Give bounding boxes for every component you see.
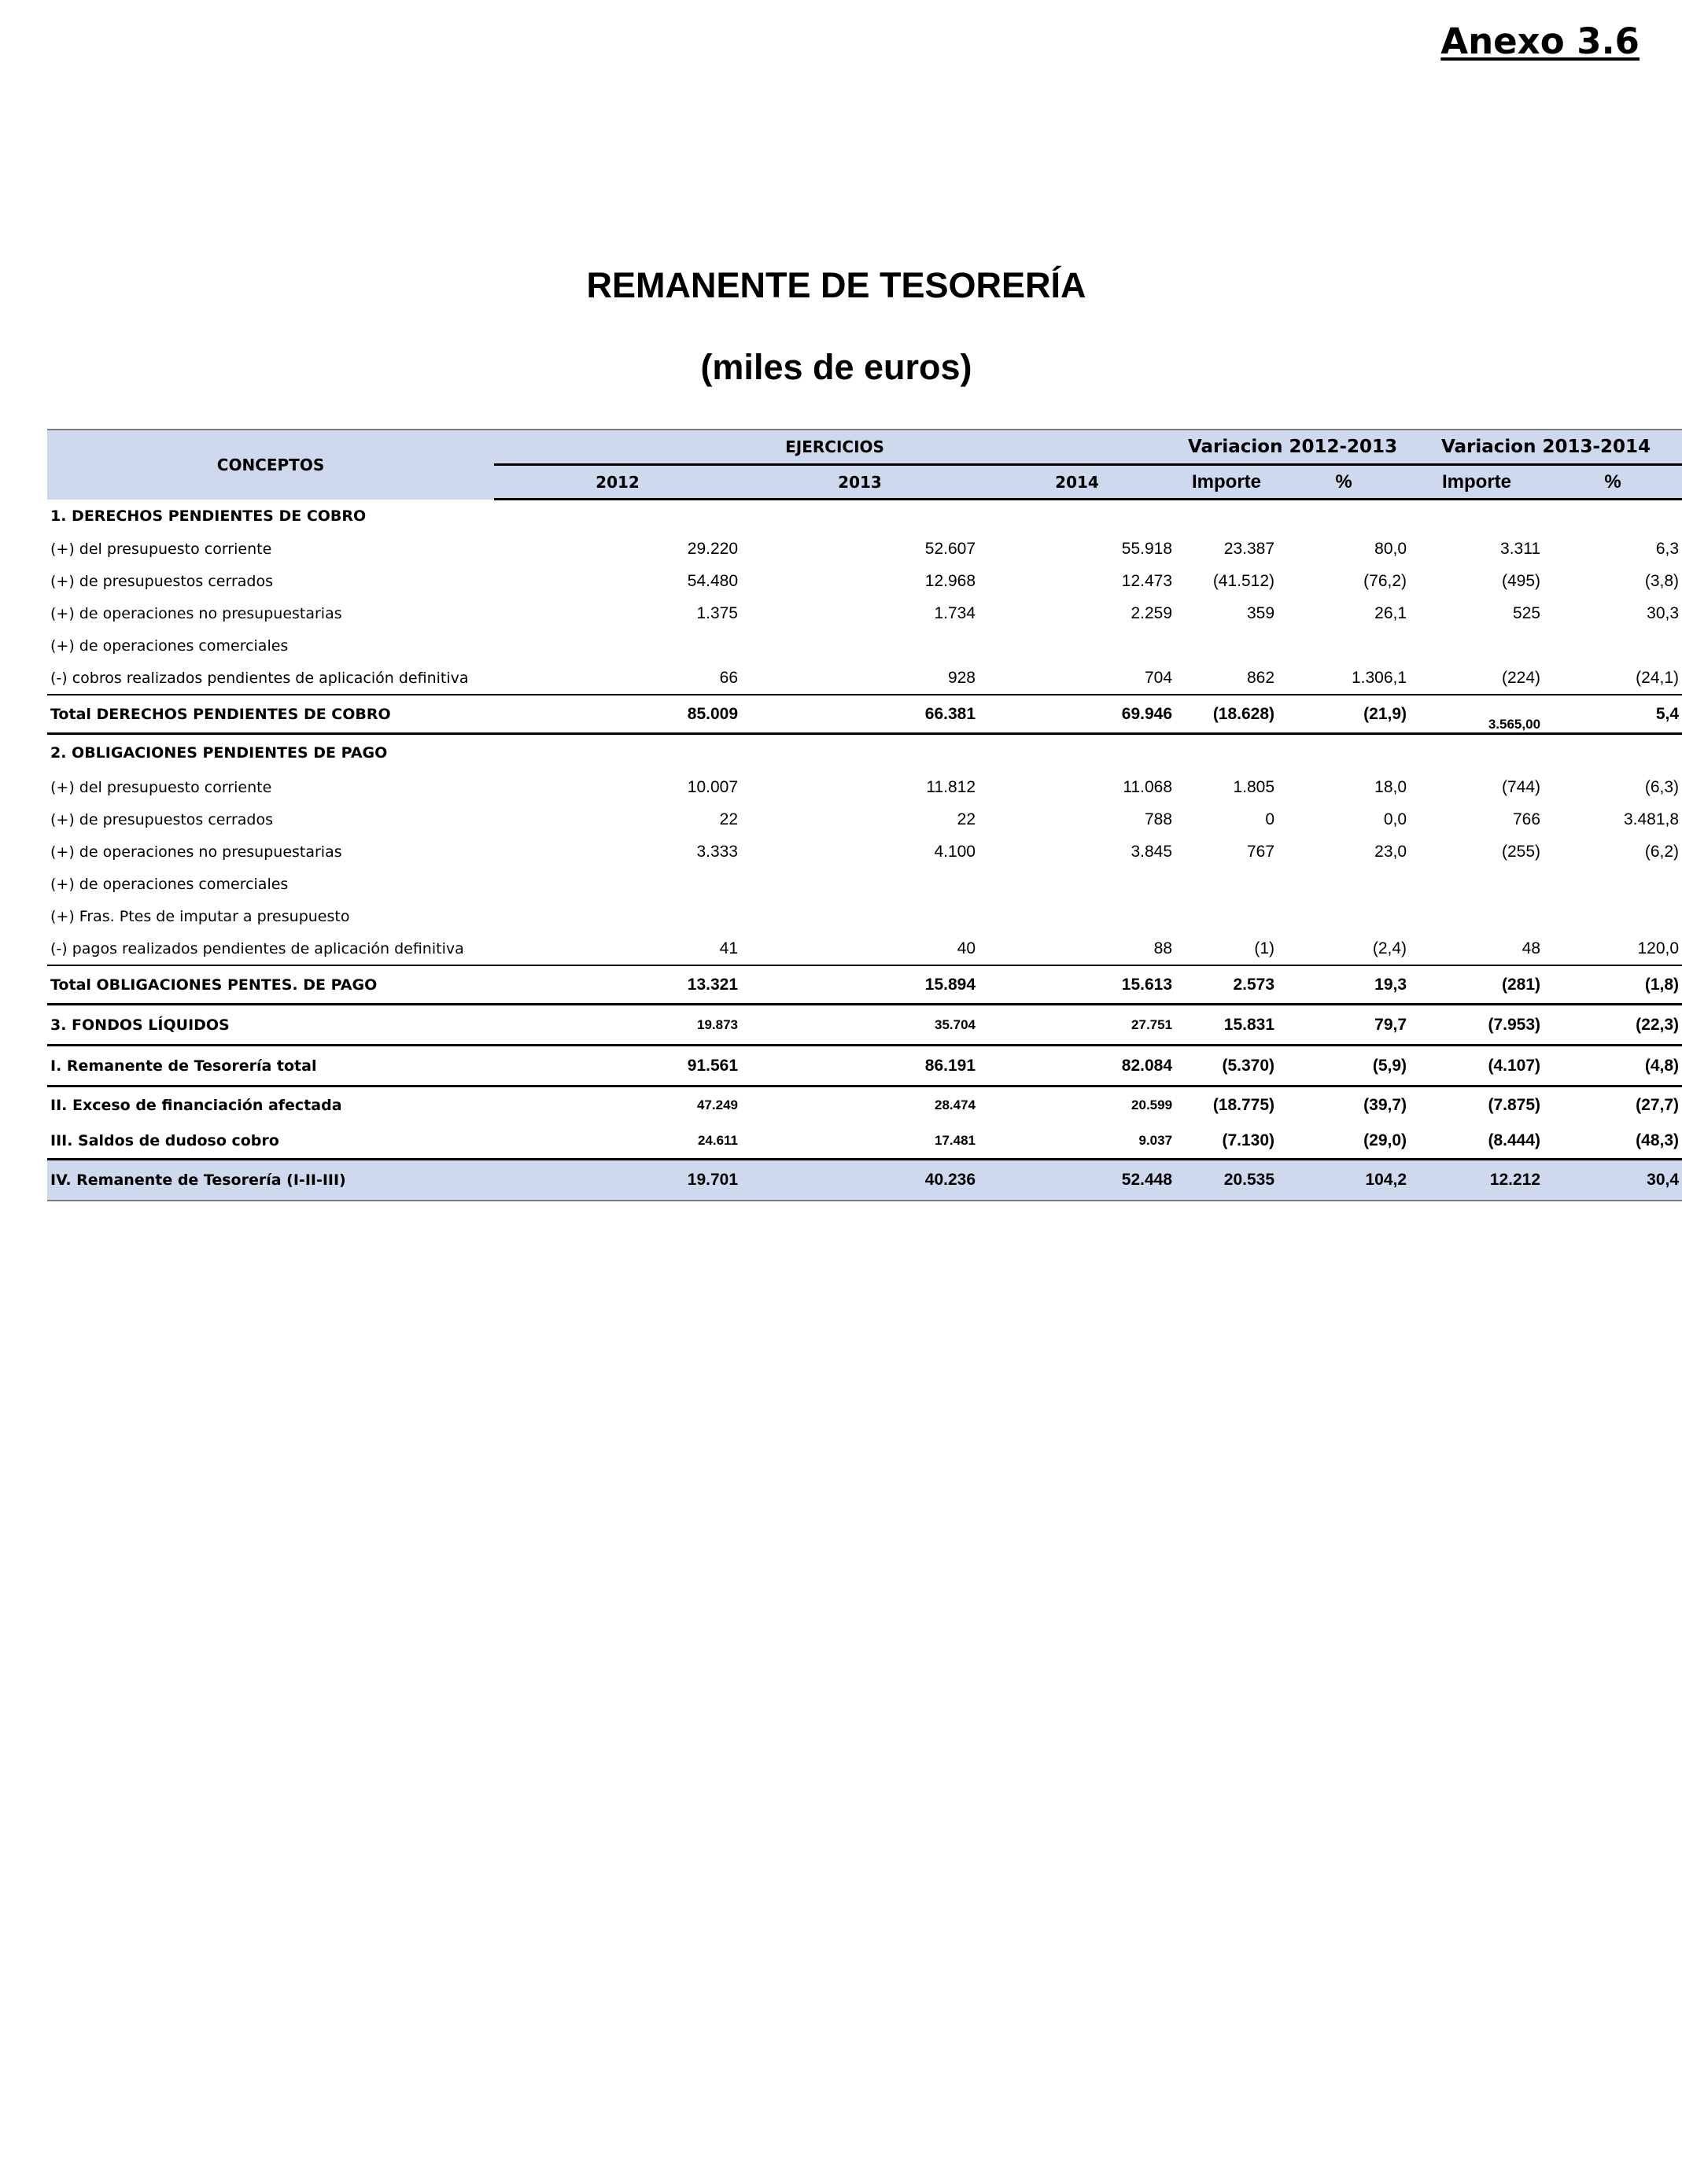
row-label: (+) de presupuestos cerrados [50,572,274,590]
var-2012-2013-pct [1278,734,1410,772]
value-2014: 788 [1144,810,1173,828]
var-2013-2014-pct [1544,500,1682,533]
var-2012-2013-pct [1278,868,1410,900]
value-2014 [979,629,1175,662]
var-2013-2014-pct: (24,1) [1636,668,1680,687]
var-2012-2013-importe: 15.831 [1175,1005,1278,1046]
var-2012-2013-pct: 26,1 [1374,603,1407,622]
var-2012-2013-importe: (7.130) [1175,1123,1278,1160]
page-title: REMANENTE DE TESORERÍA [586,265,1086,305]
var-2013-2014-pct: 6,3 [1655,539,1680,558]
row-total-obligaciones [47,965,1682,1005]
row-label: (+) de operaciones comerciales [50,636,289,655]
annex-label: Anexo 3.6 [1440,20,1640,62]
row-remanente-total [47,1046,1682,1086]
value-2013: 4.100 [934,842,976,861]
section-derechos [47,500,1682,533]
header-pct-1: % [1278,465,1410,500]
value-2014: 20.599 [1131,1098,1173,1112]
header-year-2012: 2012 [494,465,741,500]
var-2013-2014-importe: (7.953) [1410,1005,1544,1046]
value-2012: 66 [719,668,738,687]
value-2013: 52.607 [924,539,976,558]
value-2012: 10.007 [687,777,738,796]
var-2012-2013-importe [1175,868,1278,900]
var-2013-2014-importe: 525 [1512,603,1541,622]
row-label: (+) Fras. Ptes de imputar a presupuesto [50,907,350,925]
value-2014: 12.473 [1121,571,1173,590]
value-2014: 9.037 [979,1123,1175,1160]
var-2012-2013-pct: (2,4) [1372,939,1407,957]
var-2013-2014-pct: 30,4 [1544,1160,1682,1201]
row-label: 2. OBLIGACIONES PENDIENTES DE PAGO [50,744,388,762]
header-year-2014: 2014 [979,465,1175,500]
var-2013-2014-importe: (4.107) [1410,1046,1544,1086]
row-label: IV. Remanente de Tesorería (I-II-III) [47,1160,494,1201]
value-2014 [979,734,1175,772]
row-label: (+) del presupuesto corriente [50,540,272,558]
var-2013-2014-pct [1544,629,1682,662]
var-2012-2013-importe: (18.628) [1175,695,1278,734]
value-2014: 704 [1144,668,1173,687]
value-2013: 66.381 [741,695,979,734]
var-2013-2014-importe: 3.565,00 [1410,695,1544,734]
var-2013-2014-importe: (281) [1410,965,1544,1005]
var-2012-2013-pct [1278,500,1410,533]
header-variation-2013-2014: Variacion 2013-2014 [1410,430,1682,465]
header-conceptos: CONCEPTOS [47,430,494,500]
value-2014: 88 [1153,939,1173,957]
var-2012-2013-importe [1175,629,1278,662]
value-2014: 27.751 [979,1005,1175,1046]
var-2012-2013-importe: 0 [1265,810,1275,828]
value-2013 [741,868,979,900]
var-2013-2014-importe: (255) [1502,842,1541,861]
value-2014: 55.918 [1121,539,1173,558]
value-2012 [494,734,741,772]
var-2012-2013-importe: (18.775) [1212,1096,1275,1114]
value-2012: 3.333 [696,842,738,861]
row-label: (+) de presupuestos cerrados [50,810,274,828]
row-remanente-final [47,1160,1682,1201]
row-label: Total OBLIGACIONES PENTES. DE PAGO [47,965,494,1005]
header-pct-2: % [1544,465,1682,500]
row-derechos-cerrados [47,565,1682,597]
row-label: 3. FONDOS LÍQUIDOS [47,1005,494,1046]
var-2012-2013-pct: (29,0) [1278,1123,1410,1160]
header-row-1 [47,430,1682,465]
row-label: (+) de operaciones no presupuestarias [50,604,342,622]
row-label: (-) pagos realizados pendientes de aplicación definitiva [50,939,464,957]
value-2013 [741,629,979,662]
value-2012: 41 [719,939,738,957]
var-2013-2014-importe: 766 [1512,810,1541,828]
var-2013-2014-pct: (48,3) [1544,1123,1682,1160]
value-2012: 54.480 [687,571,738,590]
var-2012-2013-importe: (5.370) [1175,1046,1278,1086]
value-2013 [741,500,979,533]
row-fras-ptes-imputar [47,900,1682,932]
var-2013-2014-pct: (6,3) [1644,777,1680,796]
var-2013-2014-pct: 5,4 [1544,695,1682,734]
value-2012: 29.220 [687,539,738,558]
value-2012: 24.611 [494,1123,741,1160]
value-2013: 17.481 [741,1123,979,1160]
row-label: II. Exceso de financiación afectada [50,1097,342,1114]
row-obligaciones-cerrados [47,803,1682,836]
var-2013-2014-importe [1410,629,1544,662]
var-2012-2013-pct: 0,0 [1383,810,1407,828]
var-2012-2013-pct: (39,7) [1363,1096,1407,1114]
value-2014: 3.845 [1131,842,1173,861]
row-pagos-pendientes-aplicacion [47,932,1682,965]
row-obligaciones-comerciales [47,868,1682,900]
row-label: (+) del presupuesto corriente [50,778,272,796]
header-year-2013: 2013 [741,465,979,500]
value-2012 [494,629,741,662]
var-2012-2013-pct: 79,7 [1278,1005,1410,1046]
value-2012: 91.561 [494,1046,741,1086]
value-2014 [979,500,1175,533]
value-2013: 11.812 [926,777,976,796]
header-importe-2: Importe [1410,465,1544,500]
var-2012-2013-pct: 104,2 [1278,1160,1410,1201]
header-importe-1: Importe [1175,465,1278,500]
var-2012-2013-pct: (21,9) [1278,695,1410,734]
var-2013-2014-importe [1410,500,1544,533]
value-2012: 13.321 [494,965,741,1005]
value-2012 [494,868,741,900]
var-2012-2013-importe [1175,900,1278,932]
var-2013-2014-pct: 30,3 [1647,603,1680,622]
value-2013: 22 [957,810,976,828]
value-2014: 82.084 [979,1046,1175,1086]
row-obligaciones-corriente [47,771,1682,803]
var-2013-2014-importe: (495) [1502,571,1541,590]
var-2012-2013-importe: 1.805 [1233,777,1275,796]
var-2013-2014-pct: (6,2) [1644,842,1680,861]
header-variation-2012-2013: Variacion 2012-2013 [1175,430,1410,465]
var-2012-2013-pct [1278,900,1410,932]
var-2013-2014-importe: 12.212 [1410,1160,1544,1201]
value-2012: 22 [719,810,738,828]
value-2014 [979,868,1175,900]
var-2013-2014-pct: (4,8) [1544,1046,1682,1086]
row-obligaciones-no-presupuestarias [47,836,1682,868]
var-2012-2013-importe: 2.573 [1175,965,1278,1005]
var-2013-2014-importe: (8.444) [1410,1123,1544,1160]
value-2013 [741,900,979,932]
var-2013-2014-importe [1410,868,1544,900]
var-2013-2014-importe [1410,900,1544,932]
row-label: (+) de operaciones no presupuestarias [50,843,342,861]
row-total-derechos [47,695,1682,734]
row-label: I. Remanente de Tesorería total [47,1046,494,1086]
var-2013-2014-pct: (22,3) [1544,1005,1682,1046]
row-derechos-corriente [47,533,1682,565]
value-2014: 69.946 [979,695,1175,734]
value-2013: 1.734 [934,603,976,622]
var-2012-2013-pct: 23,0 [1374,842,1407,861]
row-exceso-financiacion [47,1086,1682,1124]
var-2012-2013-pct: (5,9) [1278,1046,1410,1086]
var-2012-2013-pct: 19,3 [1278,965,1410,1005]
value-2013: 40 [957,939,976,957]
var-2013-2014-pct: (1,8) [1544,965,1682,1005]
row-derechos-comerciales [47,629,1682,662]
row-saldos-dudoso-cobro [47,1123,1682,1160]
page-subtitle: (miles de euros) [700,347,972,387]
header-ejercicios: EJERCICIOS [494,430,1175,465]
value-2013: 86.191 [741,1046,979,1086]
row-label: Total DERECHOS PENDIENTES DE COBRO [47,695,494,734]
var-2012-2013-pct [1278,629,1410,662]
var-2013-2014-pct: 120,0 [1637,939,1680,957]
var-2012-2013-importe: 359 [1246,603,1275,622]
value-2012: 19.873 [494,1005,741,1046]
row-label: (+) de operaciones comerciales [50,875,289,893]
var-2012-2013-importe [1175,734,1278,772]
value-2014: 52.448 [979,1160,1175,1201]
treasury-remainder-table [47,429,1682,1201]
value-2013: 12.968 [924,571,976,590]
row-fondos-liquidos [47,1005,1682,1046]
value-2012: 19.701 [494,1160,741,1201]
var-2012-2013-importe [1175,500,1278,533]
var-2012-2013-importe: (41.512) [1212,571,1275,590]
value-2013: 15.894 [741,965,979,1005]
value-2012 [494,900,741,932]
var-2013-2014-importe: (224) [1502,668,1541,687]
value-2012 [494,500,741,533]
value-2013: 28.474 [935,1098,976,1112]
var-2013-2014-importe: 48 [1522,939,1541,957]
value-2012: 1.375 [696,603,738,622]
value-2012: 47.249 [697,1098,738,1112]
var-2012-2013-importe: (1) [1254,939,1275,957]
var-2012-2013-importe: 20.535 [1175,1160,1278,1201]
value-2013: 40.236 [741,1160,979,1201]
var-2013-2014-pct: 3.481,8 [1623,810,1680,828]
var-2013-2014-pct [1544,868,1682,900]
row-label: 1. DERECHOS PENDIENTES DE COBRO [50,507,367,525]
value-2014 [979,900,1175,932]
var-2012-2013-importe: 862 [1246,668,1275,687]
value-2012: 85.009 [494,695,741,734]
value-2013: 35.704 [741,1005,979,1046]
row-label: (-) cobros realizados pendientes de aplicación definitiva [50,669,469,687]
value-2014: 15.613 [979,965,1175,1005]
value-2014: 11.068 [1123,777,1173,796]
var-2012-2013-pct: 80,0 [1374,539,1407,558]
var-2012-2013-pct: 1.306,1 [1351,668,1407,687]
var-2012-2013-pct: (76,2) [1363,571,1407,590]
var-2013-2014-importe: (744) [1502,777,1541,796]
value-2013 [741,734,979,772]
var-2013-2014-pct: (3,8) [1644,571,1680,590]
var-2012-2013-importe: 767 [1246,842,1275,861]
row-derechos-no-presupuestarias [47,597,1682,629]
var-2012-2013-pct: 18,0 [1374,777,1407,796]
var-2013-2014-pct: (27,7) [1636,1096,1680,1114]
var-2013-2014-importe [1410,734,1544,772]
var-2013-2014-pct [1544,900,1682,932]
value-2014: 2.259 [1131,603,1173,622]
value-2013: 928 [947,668,976,687]
var-2013-2014-importe: 3.311 [1500,539,1541,558]
row-label: III. Saldos de dudoso cobro [47,1123,494,1160]
var-2013-2014-importe: (7.875) [1488,1096,1541,1114]
section-obligaciones [47,734,1682,772]
row-cobros-pendientes-aplicacion [47,662,1682,695]
var-2013-2014-pct [1544,734,1682,772]
var-2012-2013-importe: 23.387 [1223,539,1275,558]
